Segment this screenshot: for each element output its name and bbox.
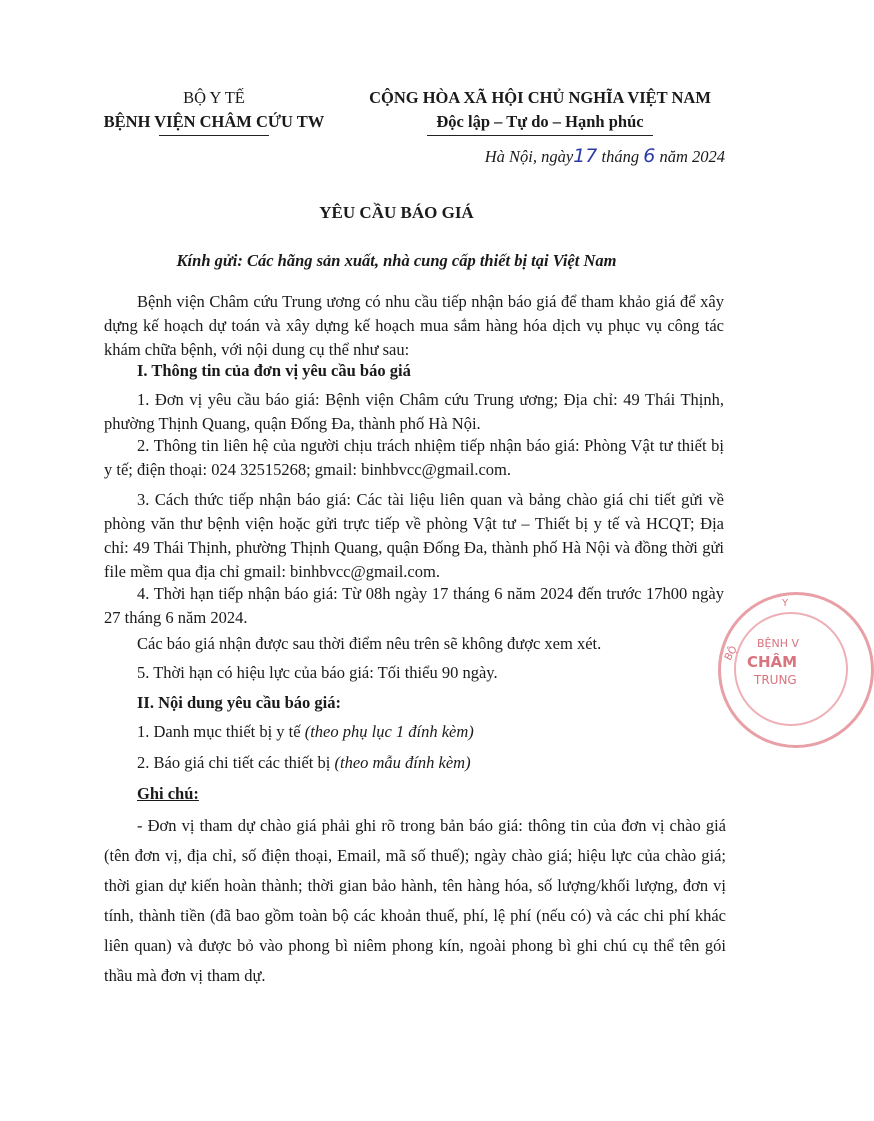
section-1-item-5: 5. Thời hạn có hiệu lực của báo giá: Tối thiểu 90 ngày. (137, 663, 498, 682)
date-month-word: tháng (601, 147, 640, 166)
date-month-handwritten: 6 (643, 145, 656, 167)
note-heading: Ghi chú: (137, 784, 199, 803)
seal-text-line-2: CHÂM (747, 653, 798, 671)
issuer-block (96, 86, 332, 136)
nation-name: CỘNG HÒA XÃ HỘI CHỦ NGHĨA VIỆT NAM (369, 88, 711, 107)
issuer-underline (159, 135, 269, 136)
seal-text-line-3: TRUNG (754, 673, 797, 687)
section-1-item-1: 1. Đơn vị yêu cầu báo giá: Bệnh viện Châm cứu Trung ương; Địa chỉ: 49 Thái Thịnh, phường Thịnh Quang, quận Đống Đa, thành phố Hà Nội. (104, 390, 724, 433)
ministry-name: BỘ Y TẾ (183, 88, 245, 107)
section-1-late-notice: Các báo giá nhận được sau thời điểm nêu trên sẽ không được xem xét. (137, 634, 602, 653)
section-1-item-2: 2. Thông tin liên hệ của người chịu trách nhiệm tiếp nhận báo giá: Phòng Vật tư thiết bị y tế; điện thoại: 024 32515268; gmail: binhbvcc@gmail.com. (104, 436, 724, 479)
note-paragraph: - Đơn vị tham dự chào giá phải ghi rõ trong bản báo giá: thông tin của đơn vị chào giá (tên đơn vị, địa chỉ, số điện thoại, Email, mã số thuế); ngày chào giá; hiệu lực của chào giá; thời gian dự kiến hoàn thành; thời gian bảo hành, tên hàng hóa, số lượng/khối lượng, đơn vị tính, thành tiền (đã bao gồm toàn bộ các khoản thuế, phí, lệ phí (nếu có) và các chi phí khác liên quan) và được bỏ vào phong bì niêm phong kín, ngoài phong bì ghi chú cụ thể tên gói thầu mà đơn vị tham dự. (104, 816, 726, 985)
date-prefix: Hà Nội, ngày (484, 147, 574, 166)
seal-text-line-1: BỆNH V (757, 637, 800, 650)
section-2-item-2-text: 2. Báo giá chi tiết các thiết bị (137, 753, 335, 772)
seal-ring-text-left: BỘ (722, 644, 740, 663)
intro-paragraph: Bệnh viện Châm cứu Trung ương có nhu cầu tiếp nhận báo giá để tham khảo giá để xây dựng kế hoạch dự toán và xây dựng kế hoạch mua sắm hàng hóa dịch vụ phục vụ công tác khám chữa bệnh, với nội dung cụ thể như sau: (104, 292, 724, 359)
section-2-item-2 (104, 751, 724, 775)
date-day-handwritten: 17 (573, 145, 598, 167)
section-2-item-1-text: 1. Danh mục thiết bị y tế (137, 722, 305, 741)
document-title: YÊU CẦU BÁO GIÁ (319, 203, 474, 222)
national-heading (352, 86, 728, 136)
hospital-name: BỆNH VIỆN CHÂM CỨU TW (103, 112, 325, 131)
recipient-line: Kính gửi: Các hãng sản xuất, nhà cung cấp thiết bị tại Việt Nam (176, 251, 617, 270)
section-2-item-1-note: (theo phụ lục 1 đính kèm) (304, 722, 474, 741)
motto-underline (427, 135, 653, 136)
date-year: năm 2024 (659, 147, 725, 166)
document-date (485, 145, 725, 167)
section-2-item-1 (104, 720, 724, 744)
section-2-item-2-note: (theo mẫu đính kèm) (334, 753, 471, 772)
section-1-item-4: 4. Thời hạn tiếp nhận báo giá: Từ 08h ngày 17 tháng 6 năm 2024 đến trước 17h00 ngày 27 tháng 6 năm 2024. (104, 584, 724, 627)
section-1-item-3: 3. Cách thức tiếp nhận báo giá: Các tài liệu liên quan và bảng chào giá chi tiết gửi về phòng văn thư bệnh viện hoặc gửi trực tiếp về phòng Vật tư – Thiết bị y tế và HCQT; Địa chỉ: 49 Thái Thịnh, phường Thịnh Quang, quận Đống Đa, thành phố Hà Nội và đồng thời gửi file mềm qua địa chỉ gmail: binhbvcc@gmail.com. (104, 490, 724, 581)
section-2-heading: II. Nội dung yêu cầu báo giá: (137, 693, 342, 712)
section-1-heading: I. Thông tin của đơn vị yêu cầu báo giá (137, 361, 411, 380)
seal-ring-text-top: Y (782, 598, 789, 609)
national-motto: Độc lập – Tự do – Hạnh phúc (436, 112, 644, 131)
